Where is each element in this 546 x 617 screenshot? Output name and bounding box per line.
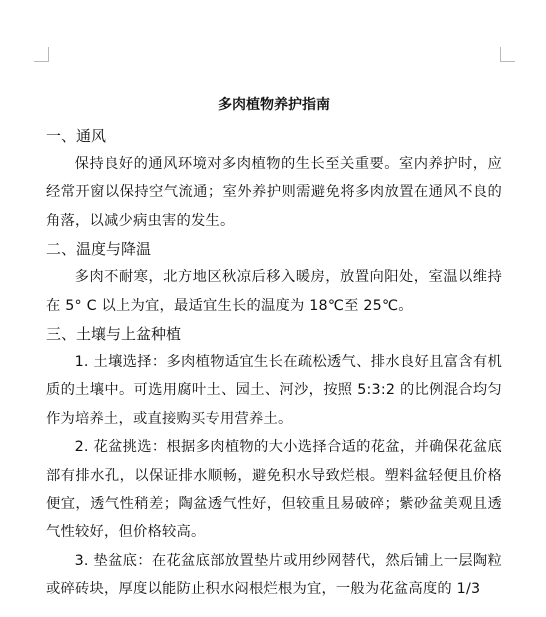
crop-mark-top-left [34, 47, 49, 62]
paragraph-pot-bottom: 3. 垫盆底：在花盆底部放置垫片或用纱网替代，然后铺上一层陶粒或碎砖块，厚度以能防止积水闷根烂根为宜，一般为花盆高度的 1/3 [46, 552, 502, 598]
document-body [46, 92, 502, 604]
paragraph-ventilation: 保持良好的通风环境对多肉植物的生长至关重要。室内养护时，应经常开窗以保持空气流通；室外养护则需避免将多肉放置在通风不良的角落，以减少病虫害的发生。 [46, 156, 502, 229]
paragraph-soil-selection: 1. 土壤选择：多肉植物适宜生长在疏松透气、排水良好且富含有机质的土壤中。可选用腐叶土、园土、河沙，按照 5:3:2 的比例混合均匀作为培养土，或直接购买专用营养土。 [46, 354, 502, 427]
paragraph-temperature: 多肉不耐寒，北方地区秋凉后移入暖房，放置向阳处，室温以维持在 5° C 以上为宜，最适宜生长的温度为 18℃至 25℃。 [46, 269, 502, 314]
section-heading-ventilation: 一、通风 [46, 127, 107, 145]
document-title: 多肉植物养护指南 [218, 97, 330, 113]
section-heading-soil: 三、土壤与上盆种植 [46, 325, 182, 344]
crop-mark-top-right [500, 47, 515, 62]
paragraph-pot-selection: 2. 花盆挑选：根据多肉植物的大小选择合适的花盆，并确保花盆底部有排水孔，以保证排水顺畅，避免积水导致烂根。塑料盆轻便且价格便宜，透气性稍差；陶盆透气性好，但较重且易破碎；紫砂盆美观且透气性较好，但价格较高。 [46, 439, 502, 541]
section-heading-temperature: 二、温度与降温 [46, 240, 152, 259]
